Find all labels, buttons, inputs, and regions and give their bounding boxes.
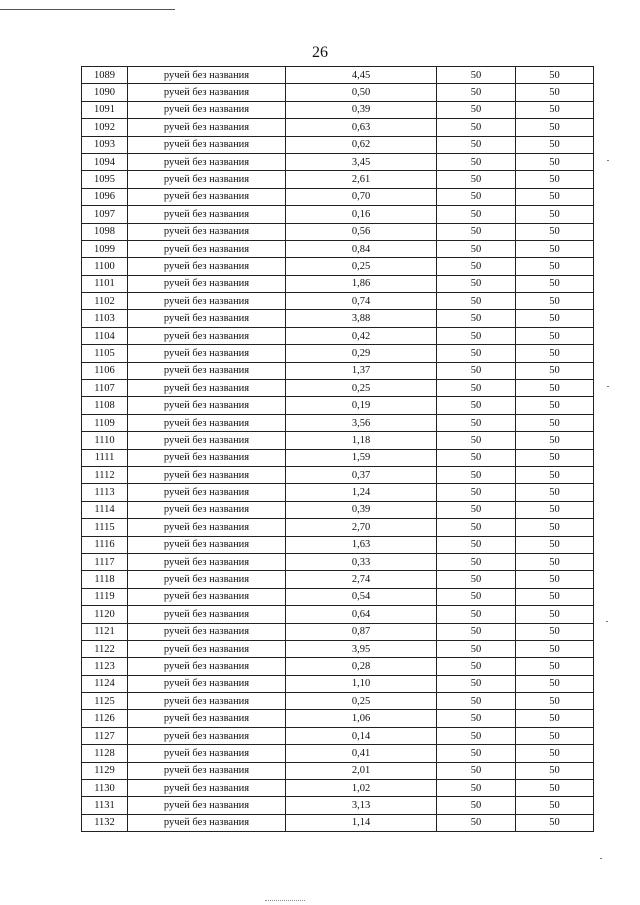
streams-table [81, 66, 594, 832]
stream-name-cell: ручей без названия [128, 762, 286, 779]
length-cell: 0,42 [286, 327, 437, 344]
zone-width-a-cell: 50 [437, 397, 516, 414]
length-cell: 0,87 [286, 623, 437, 640]
stream-name-cell: ручей без названия [128, 658, 286, 675]
stream-name-cell: ручей без названия [128, 397, 286, 414]
stream-name-cell: ручей без названия [128, 588, 286, 605]
row-number-cell: 1127 [82, 727, 128, 744]
length-cell: 1,02 [286, 780, 437, 797]
zone-width-b-cell: 50 [516, 380, 594, 397]
table-row [82, 206, 594, 223]
zone-width-a-cell: 50 [437, 814, 516, 831]
zone-width-a-cell: 50 [437, 484, 516, 501]
zone-width-a-cell: 50 [437, 658, 516, 675]
length-cell: 0,25 [286, 380, 437, 397]
table-row [82, 153, 594, 170]
zone-width-a-cell: 50 [437, 710, 516, 727]
zone-width-a-cell: 50 [437, 188, 516, 205]
length-cell: 2,01 [286, 762, 437, 779]
row-number-cell: 1098 [82, 223, 128, 240]
stream-name-cell: ручей без названия [128, 84, 286, 101]
stream-name-cell: ручей без названия [128, 432, 286, 449]
table-row [82, 658, 594, 675]
zone-width-b-cell: 50 [516, 466, 594, 483]
row-number-cell: 1094 [82, 153, 128, 170]
length-cell: 1,06 [286, 710, 437, 727]
zone-width-b-cell: 50 [516, 153, 594, 170]
zone-width-a-cell: 50 [437, 588, 516, 605]
zone-width-b-cell: 50 [516, 206, 594, 223]
table-row [82, 84, 594, 101]
zone-width-b-cell: 50 [516, 67, 594, 84]
stream-name-cell: ручей без названия [128, 571, 286, 588]
length-cell: 3,45 [286, 153, 437, 170]
table-row [82, 119, 594, 136]
zone-width-b-cell: 50 [516, 432, 594, 449]
length-cell: 4,45 [286, 67, 437, 84]
stream-name-cell: ручей без названия [128, 101, 286, 118]
zone-width-a-cell: 50 [437, 380, 516, 397]
row-number-cell: 1124 [82, 675, 128, 692]
zone-width-a-cell: 50 [437, 536, 516, 553]
length-cell: 1,18 [286, 432, 437, 449]
length-cell: 0,41 [286, 745, 437, 762]
stream-name-cell: ручей без названия [128, 188, 286, 205]
table-row [82, 67, 594, 84]
row-number-cell: 1131 [82, 797, 128, 814]
zone-width-a-cell: 50 [437, 136, 516, 153]
zone-width-a-cell: 50 [437, 153, 516, 170]
scan-speck [607, 160, 609, 161]
row-number-cell: 1125 [82, 693, 128, 710]
stream-name-cell: ручей без названия [128, 240, 286, 257]
table-row [82, 258, 594, 275]
zone-width-a-cell: 50 [437, 258, 516, 275]
row-number-cell: 1122 [82, 640, 128, 657]
table-row [82, 710, 594, 727]
length-cell: 0,54 [286, 588, 437, 605]
zone-width-b-cell: 50 [516, 188, 594, 205]
stream-name-cell: ручей без названия [128, 449, 286, 466]
row-number-cell: 1090 [82, 84, 128, 101]
row-number-cell: 1108 [82, 397, 128, 414]
zone-width-b-cell: 50 [516, 275, 594, 292]
zone-width-b-cell: 50 [516, 658, 594, 675]
table-row [82, 327, 594, 344]
table-row [82, 223, 594, 240]
stream-name-cell: ручей без названия [128, 171, 286, 188]
stream-name-cell: ручей без названия [128, 136, 286, 153]
zone-width-a-cell: 50 [437, 67, 516, 84]
stream-name-cell: ручей без названия [128, 640, 286, 657]
stream-name-cell: ручей без названия [128, 484, 286, 501]
stream-name-cell: ручей без названия [128, 797, 286, 814]
length-cell: 0,16 [286, 206, 437, 223]
length-cell: 0,62 [286, 136, 437, 153]
row-number-cell: 1116 [82, 536, 128, 553]
stream-name-cell: ручей без названия [128, 414, 286, 431]
length-cell: 2,61 [286, 171, 437, 188]
zone-width-a-cell: 50 [437, 640, 516, 657]
zone-width-a-cell: 50 [437, 519, 516, 536]
zone-width-a-cell: 50 [437, 762, 516, 779]
zone-width-b-cell: 50 [516, 780, 594, 797]
table-row [82, 397, 594, 414]
zone-width-b-cell: 50 [516, 623, 594, 640]
row-number-cell: 1097 [82, 206, 128, 223]
length-cell: 0,25 [286, 258, 437, 275]
table-row [82, 675, 594, 692]
stream-name-cell: ручей без названия [128, 345, 286, 362]
stream-name-cell: ручей без названия [128, 362, 286, 379]
row-number-cell: 1128 [82, 745, 128, 762]
zone-width-b-cell: 50 [516, 814, 594, 831]
row-number-cell: 1111 [82, 449, 128, 466]
table-row [82, 414, 594, 431]
row-number-cell: 1118 [82, 571, 128, 588]
length-cell: 0,56 [286, 223, 437, 240]
length-cell: 1,14 [286, 814, 437, 831]
table-row [82, 188, 594, 205]
stream-name-cell: ручей без названия [128, 693, 286, 710]
stream-name-cell: ручей без названия [128, 310, 286, 327]
zone-width-b-cell: 50 [516, 553, 594, 570]
row-number-cell: 1093 [82, 136, 128, 153]
table-row [82, 727, 594, 744]
zone-width-b-cell: 50 [516, 397, 594, 414]
zone-width-a-cell: 50 [437, 623, 516, 640]
table-row [82, 536, 594, 553]
row-number-cell: 1132 [82, 814, 128, 831]
row-number-cell: 1115 [82, 519, 128, 536]
table-row [82, 240, 594, 257]
zone-width-a-cell: 50 [437, 449, 516, 466]
row-number-cell: 1105 [82, 345, 128, 362]
stream-name-cell: ручей без названия [128, 153, 286, 170]
table-row [82, 519, 594, 536]
length-cell: 0,39 [286, 101, 437, 118]
row-number-cell: 1103 [82, 310, 128, 327]
length-cell: 0,74 [286, 293, 437, 310]
zone-width-b-cell: 50 [516, 710, 594, 727]
length-cell: 0,25 [286, 693, 437, 710]
length-cell: 3,13 [286, 797, 437, 814]
zone-width-b-cell: 50 [516, 484, 594, 501]
zone-width-a-cell: 50 [437, 240, 516, 257]
length-cell: 0,37 [286, 466, 437, 483]
row-number-cell: 1107 [82, 380, 128, 397]
length-cell: 0,70 [286, 188, 437, 205]
stream-name-cell: ручей без названия [128, 675, 286, 692]
length-cell: 0,50 [286, 84, 437, 101]
zone-width-b-cell: 50 [516, 797, 594, 814]
row-number-cell: 1092 [82, 119, 128, 136]
length-cell: 3,95 [286, 640, 437, 657]
row-number-cell: 1114 [82, 501, 128, 518]
zone-width-b-cell: 50 [516, 345, 594, 362]
zone-width-b-cell: 50 [516, 606, 594, 623]
stream-name-cell: ручей без названия [128, 745, 286, 762]
table-row [82, 171, 594, 188]
zone-width-a-cell: 50 [437, 675, 516, 692]
length-cell: 2,70 [286, 519, 437, 536]
row-number-cell: 1110 [82, 432, 128, 449]
stream-name-cell: ручей без названия [128, 119, 286, 136]
stream-name-cell: ручей без названия [128, 814, 286, 831]
table-row [82, 293, 594, 310]
zone-width-a-cell: 50 [437, 553, 516, 570]
stream-name-cell: ручей без названия [128, 327, 286, 344]
zone-width-b-cell: 50 [516, 675, 594, 692]
table-row [82, 432, 594, 449]
row-number-cell: 1106 [82, 362, 128, 379]
stream-name-cell: ручей без названия [128, 67, 286, 84]
stream-name-cell: ручей без названия [128, 223, 286, 240]
zone-width-a-cell: 50 [437, 101, 516, 118]
row-number-cell: 1096 [82, 188, 128, 205]
zone-width-a-cell: 50 [437, 571, 516, 588]
zone-width-a-cell: 50 [437, 501, 516, 518]
row-number-cell: 1099 [82, 240, 128, 257]
table-row [82, 466, 594, 483]
row-number-cell: 1129 [82, 762, 128, 779]
zone-width-b-cell: 50 [516, 588, 594, 605]
row-number-cell: 1095 [82, 171, 128, 188]
stream-name-cell: ручей без названия [128, 380, 286, 397]
zone-width-b-cell: 50 [516, 727, 594, 744]
stream-name-cell: ручей без названия [128, 623, 286, 640]
zone-width-b-cell: 50 [516, 136, 594, 153]
zone-width-b-cell: 50 [516, 501, 594, 518]
zone-width-b-cell: 50 [516, 101, 594, 118]
stream-name-cell: ручей без названия [128, 466, 286, 483]
zone-width-b-cell: 50 [516, 762, 594, 779]
zone-width-b-cell: 50 [516, 693, 594, 710]
zone-width-a-cell: 50 [437, 293, 516, 310]
table-row [82, 640, 594, 657]
table-row [82, 275, 594, 292]
zone-width-a-cell: 50 [437, 327, 516, 344]
length-cell: 0,33 [286, 553, 437, 570]
table-row [82, 745, 594, 762]
zone-width-a-cell: 50 [437, 727, 516, 744]
length-cell: 3,56 [286, 414, 437, 431]
zone-width-b-cell: 50 [516, 258, 594, 275]
row-number-cell: 1117 [82, 553, 128, 570]
length-cell: 1,86 [286, 275, 437, 292]
table-row [82, 501, 594, 518]
stream-name-cell: ручей без названия [128, 536, 286, 553]
zone-width-b-cell: 50 [516, 414, 594, 431]
length-cell: 0,14 [286, 727, 437, 744]
zone-width-a-cell: 50 [437, 432, 516, 449]
scan-speck [606, 621, 608, 622]
row-number-cell: 1126 [82, 710, 128, 727]
zone-width-b-cell: 50 [516, 536, 594, 553]
zone-width-b-cell: 50 [516, 745, 594, 762]
zone-width-a-cell: 50 [437, 206, 516, 223]
zone-width-a-cell: 50 [437, 362, 516, 379]
stream-name-cell: ручей без названия [128, 780, 286, 797]
zone-width-a-cell: 50 [437, 797, 516, 814]
zone-width-a-cell: 50 [437, 693, 516, 710]
stream-name-cell: ручей без названия [128, 553, 286, 570]
stream-name-cell: ручей без названия [128, 727, 286, 744]
zone-width-b-cell: 50 [516, 519, 594, 536]
table-row [82, 623, 594, 640]
table-row [82, 814, 594, 831]
table-row [82, 762, 594, 779]
table-row [82, 101, 594, 118]
table-row [82, 310, 594, 327]
row-number-cell: 1112 [82, 466, 128, 483]
length-cell: 2,74 [286, 571, 437, 588]
stream-name-cell: ручей без названия [128, 710, 286, 727]
table-row [82, 553, 594, 570]
zone-width-b-cell: 50 [516, 327, 594, 344]
row-number-cell: 1101 [82, 275, 128, 292]
zone-width-b-cell: 50 [516, 640, 594, 657]
table-row [82, 136, 594, 153]
table-row [82, 345, 594, 362]
zone-width-a-cell: 50 [437, 310, 516, 327]
table-row [82, 797, 594, 814]
table-row [82, 588, 594, 605]
length-cell: 3,88 [286, 310, 437, 327]
length-cell: 0,63 [286, 119, 437, 136]
zone-width-b-cell: 50 [516, 240, 594, 257]
stream-name-cell: ручей без названия [128, 206, 286, 223]
length-cell: 1,63 [286, 536, 437, 553]
zone-width-b-cell: 50 [516, 119, 594, 136]
scan-edge-line [265, 900, 305, 901]
table-row [82, 571, 594, 588]
table-row [82, 449, 594, 466]
row-number-cell: 1104 [82, 327, 128, 344]
row-number-cell: 1120 [82, 606, 128, 623]
row-number-cell: 1119 [82, 588, 128, 605]
zone-width-b-cell: 50 [516, 293, 594, 310]
length-cell: 0,29 [286, 345, 437, 362]
zone-width-a-cell: 50 [437, 745, 516, 762]
zone-width-a-cell: 50 [437, 466, 516, 483]
streams-table-body [82, 67, 594, 832]
stream-name-cell: ручей без названия [128, 293, 286, 310]
zone-width-b-cell: 50 [516, 310, 594, 327]
scan-speck [600, 858, 602, 859]
length-cell: 1,59 [286, 449, 437, 466]
row-number-cell: 1121 [82, 623, 128, 640]
length-cell: 0,19 [286, 397, 437, 414]
length-cell: 0,28 [286, 658, 437, 675]
stream-name-cell: ручей без названия [128, 258, 286, 275]
length-cell: 1,24 [286, 484, 437, 501]
length-cell: 0,64 [286, 606, 437, 623]
zone-width-b-cell: 50 [516, 449, 594, 466]
scan-speck [607, 386, 609, 387]
table-row [82, 484, 594, 501]
zone-width-b-cell: 50 [516, 223, 594, 240]
length-cell: 0,39 [286, 501, 437, 518]
table-row [82, 693, 594, 710]
row-number-cell: 1100 [82, 258, 128, 275]
zone-width-b-cell: 50 [516, 84, 594, 101]
row-number-cell: 1123 [82, 658, 128, 675]
zone-width-a-cell: 50 [437, 414, 516, 431]
row-number-cell: 1113 [82, 484, 128, 501]
row-number-cell: 1089 [82, 67, 128, 84]
zone-width-b-cell: 50 [516, 362, 594, 379]
stream-name-cell: ручей без названия [128, 519, 286, 536]
page-number: 26 [312, 44, 328, 61]
stream-name-cell: ручей без названия [128, 275, 286, 292]
stream-name-cell: ручей без названия [128, 501, 286, 518]
length-cell: 1,37 [286, 362, 437, 379]
zone-width-a-cell: 50 [437, 84, 516, 101]
row-number-cell: 1109 [82, 414, 128, 431]
zone-width-a-cell: 50 [437, 780, 516, 797]
zone-width-a-cell: 50 [437, 171, 516, 188]
row-number-cell: 1102 [82, 293, 128, 310]
zone-width-b-cell: 50 [516, 171, 594, 188]
row-number-cell: 1091 [82, 101, 128, 118]
table-row [82, 380, 594, 397]
zone-width-a-cell: 50 [437, 223, 516, 240]
table-row [82, 780, 594, 797]
length-cell: 0,84 [286, 240, 437, 257]
zone-width-a-cell: 50 [437, 606, 516, 623]
length-cell: 1,10 [286, 675, 437, 692]
zone-width-b-cell: 50 [516, 571, 594, 588]
zone-width-a-cell: 50 [437, 275, 516, 292]
table-row [82, 606, 594, 623]
stream-name-cell: ручей без названия [128, 606, 286, 623]
zone-width-a-cell: 50 [437, 119, 516, 136]
table-row [82, 362, 594, 379]
zone-width-a-cell: 50 [437, 345, 516, 362]
scan-edge-line [0, 9, 175, 10]
row-number-cell: 1130 [82, 780, 128, 797]
